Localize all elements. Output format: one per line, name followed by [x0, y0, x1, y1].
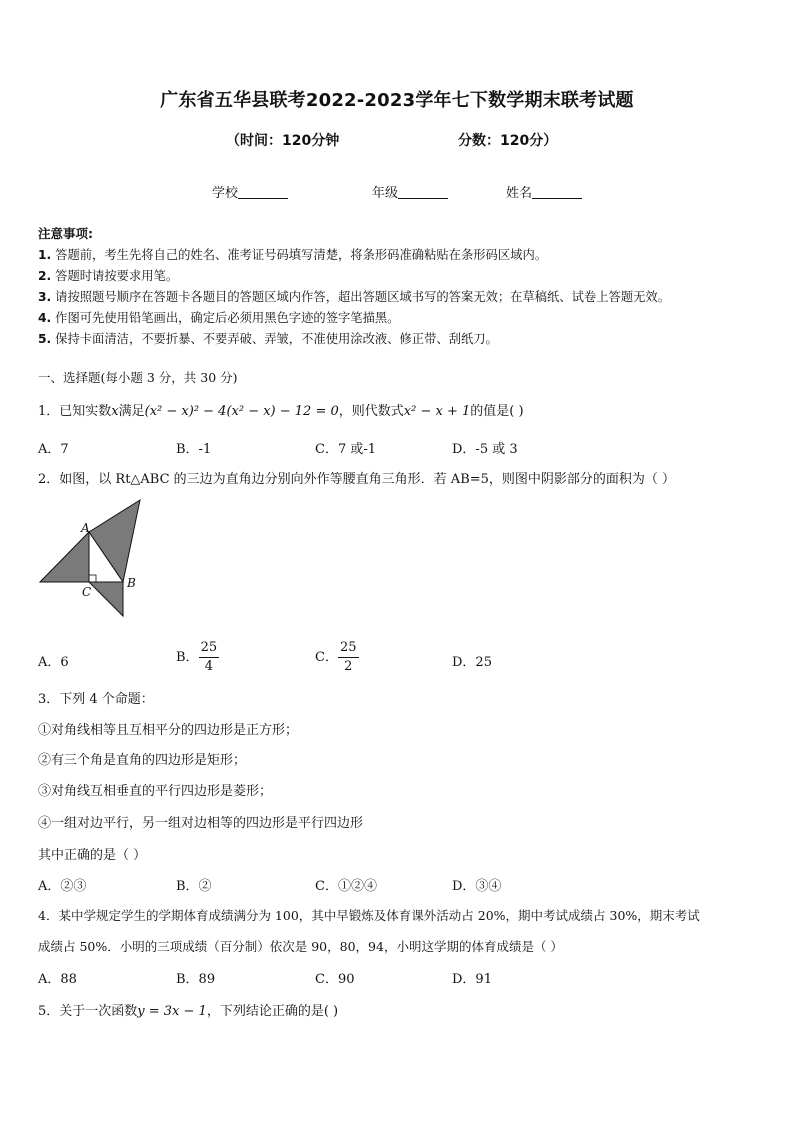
function-expression: y = 3x − 1: [137, 1004, 207, 1019]
q2-option-c: C． $\frac{25}{2}$: [315, 640, 357, 674]
proposition-1: ①对角线相等且互相平分的四边形是正方形；: [38, 723, 299, 738]
question-2-stem: 2．如图，以 Rt△ABC 的三边为直角边分别向外作等腰直角三角形．若 AB=5，则图中阴影部分的面积为（ ）: [38, 472, 676, 487]
notes-heading: 注意事项:: [38, 226, 93, 241]
question-1-stem: 1．已知实数x满足(x² − x)² − 4(x² − x) − 12 = 0，则代数式x² − x + 1的值是( ): [38, 404, 524, 419]
q1-option-a: A．7: [38, 442, 69, 457]
vertex-label-c: C: [82, 585, 92, 599]
q4-option-c: C．90: [315, 972, 355, 987]
note-item: 5. 保持卡面清洁，不要折暴、不要弄破、弄皱，不准使用涂改液、修正带、刮纸刀。: [38, 332, 498, 346]
note-item: 2. 答题时请按要求用笔。: [38, 269, 179, 283]
q4-option-b: B．89: [176, 972, 216, 987]
name-field: [506, 182, 582, 201]
q3-option-c: C．①②④: [315, 879, 377, 894]
total-score: 分数：120分）: [458, 133, 558, 149]
section-heading: 一、选择题(每小题 3 分，共 30 分): [38, 370, 238, 385]
grade-blank: [398, 186, 448, 199]
vertex-label-b: B: [127, 576, 136, 590]
note-item: 3. 请按照题号顺序在答题卡各题目的答题区域内作答，超出答题区域书写的答案无效；在草稿纸、试卷上答题无效。: [38, 290, 671, 304]
proposition-2: ②有三个角是直角的四边形是矩形；: [38, 753, 247, 768]
q1-option-c: C．7 或-1: [315, 442, 377, 457]
q1-option-d: D．-5 或 3: [452, 442, 518, 457]
school-label: 学校: [212, 186, 239, 201]
page-title: 广东省五华县联考2022-2023学年七下数学期末联考试题: [160, 90, 634, 111]
school-blank: [238, 186, 288, 199]
q2-option-d: D．25: [452, 655, 492, 670]
question-3-ask: 其中正确的是（ ）: [38, 848, 147, 863]
q4-option-a: A．88: [38, 972, 77, 987]
question-4-line-1: 4．某中学规定学生的学期体育成绩满分为 100，其中早锻炼及体育课外活动占 20%，期中考试成绩占 30%，期末考试: [38, 908, 700, 923]
q2-option-b: B． $\frac{25}{4}$: [176, 640, 218, 674]
q2-option-a: A．6: [38, 655, 69, 670]
question-4-line-2: 成绩占 50%．小明的三项成绩（百分制）依次是 90，80，94，小明这学期的体育成绩是（ ）: [38, 939, 563, 954]
q4-option-d: D．91: [452, 972, 492, 987]
q3-option-a: A．②③: [38, 879, 87, 894]
q3-option-d: D．③④: [452, 879, 502, 894]
grade-label: 年级: [372, 186, 399, 201]
expression: x² − x + 1: [403, 404, 471, 419]
q3-option-b: B．②: [176, 879, 212, 894]
vertex-label-a: A: [81, 521, 90, 535]
question-5-stem: 5．关于一次函数y = 3x − 1，下列结论正确的是( ): [38, 1004, 339, 1019]
school-field: [212, 182, 288, 201]
fraction: $\frac{25}{4}$: [200, 640, 218, 674]
q1-option-b: B．-1: [176, 442, 212, 457]
question-3-stem: 3．下列 4 个命题：: [38, 692, 154, 707]
grade-field: [372, 182, 448, 201]
note-item: 4. 作图可先使用铅笔画出，确定后必须用黑色字迹的签字笔描黑。: [38, 311, 400, 325]
name-label: 姓名: [506, 186, 533, 201]
fraction: $\frac{25}{2}$: [339, 640, 357, 674]
time-limit: （时间：120分钟: [226, 133, 340, 149]
triangle-figure: [36, 494, 146, 620]
proposition-4: ④一组对边平行，另一组对边相等的四边形是平行四边形: [38, 816, 364, 831]
shaded-triangle-ac: [40, 532, 89, 582]
name-blank: [532, 186, 582, 199]
proposition-3: ③对角线互相垂直的平行四边形是菱形；: [38, 784, 273, 799]
equation: (x² − x)² − 4(x² − x) − 12 = 0: [144, 404, 339, 419]
note-item: 1. 答题前，考生先将自己的姓名、准考证号码填写清楚，将条形码准确粘贴在条形码区域内。: [38, 248, 548, 262]
shaded-triangle-bc: [89, 582, 123, 616]
